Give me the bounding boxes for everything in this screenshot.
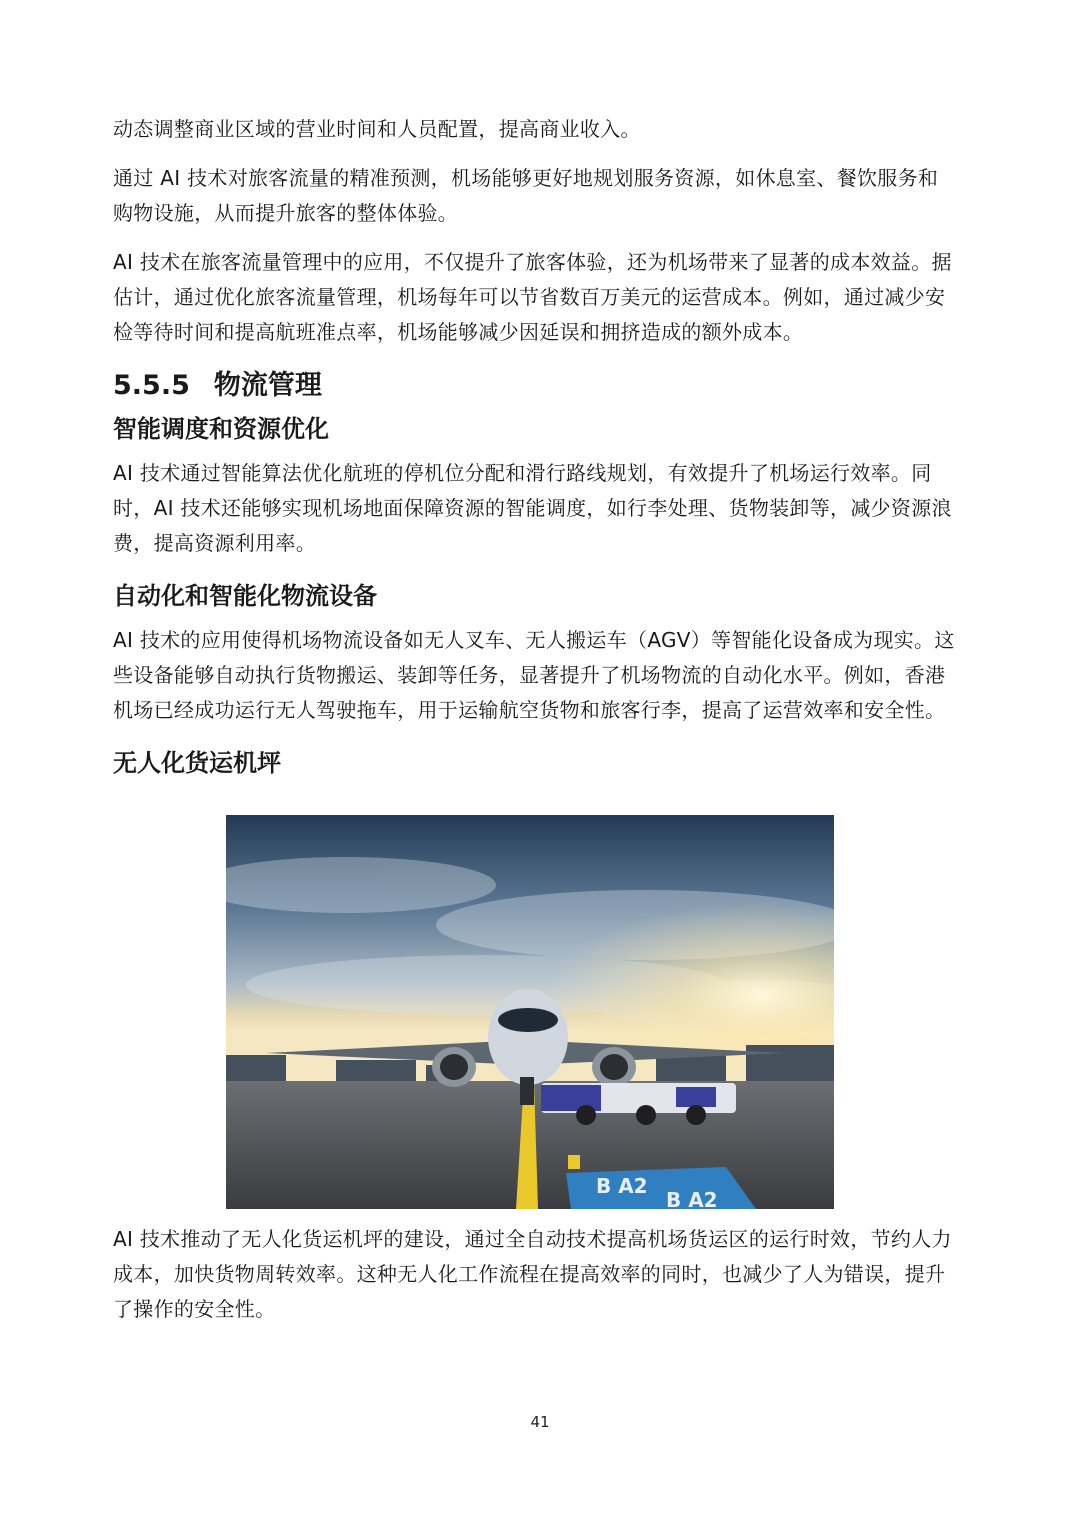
- subsection-heading-logistics-equipment: 自动化和智能化物流设备: [113, 582, 377, 610]
- paragraph-service-planning: 通过 AI 技术对旅客流量的精准预测，机场能够更好地规划服务资源，如休息室、餐饮服务和购物设施，从而提升旅客的整体体验。: [113, 166, 939, 225]
- apron-marking-1: B A2: [596, 1174, 648, 1198]
- main-content: [113, 112, 958, 790]
- paragraph-cost-benefit: AI 技术在旅客流量管理中的应用，不仅提升了旅客体验，还为机场带来了显著的成本效益。据估计，通过优化旅客流量管理，机场每年可以节省数百万美元的运营成本。例如，通过减少安检等待时间和提高航班准点率，机场能够减少因延误和拥挤造成的额外成本。: [113, 250, 952, 344]
- paragraph-unmanned-apron: AI 技术推动了无人化货运机坪的建设，通过全自动技术提高机场货运区的运行时效，节约人力成本，加快货物周转效率。这种无人化工作流程在提高效率的同时，也减少了人为错误，提升了操作的安全性。: [113, 1227, 952, 1321]
- section-heading: [113, 364, 958, 408]
- closing-content: [113, 1222, 958, 1341]
- subsection-heading-scheduling: 智能调度和资源优化: [113, 415, 329, 443]
- apron-marking-2: B A2: [666, 1188, 718, 1209]
- subsection-heading-unmanned-apron: 无人化货运机坪: [113, 749, 281, 777]
- page-number: 41: [530, 1413, 550, 1431]
- paragraph-commercial-hours: 动态调整商业区域的营业时间和人员配置，提高商业收入。: [113, 117, 641, 141]
- paragraph-logistics-equipment: AI 技术的应用使得机场物流设备如无人叉车、无人搬运车（AGV）等智能化设备成为现实。这些设备能够自动执行货物搬运、装卸等任务，显著提升了机场物流的自动化水平。例如，香港机场已经成功运行无人驾驶拖车，用于运输航空货物和旅客行李，提高了运营效率和安全性。: [113, 628, 955, 722]
- paragraph-scheduling: AI 技术通过智能算法优化航班的停机位分配和滑行路线规划，有效提升了机场运行效率。同时，AI 技术还能够实现机场地面保障资源的智能调度，如行李处理、货物装卸等，减少资源浪费，提高资源利用率。: [113, 461, 952, 555]
- apron-photo: [226, 815, 834, 1209]
- section-number: 5.5.5: [113, 370, 190, 401]
- section-title: 物流管理: [213, 370, 322, 401]
- apron-blue-marking: [566, 1167, 756, 1209]
